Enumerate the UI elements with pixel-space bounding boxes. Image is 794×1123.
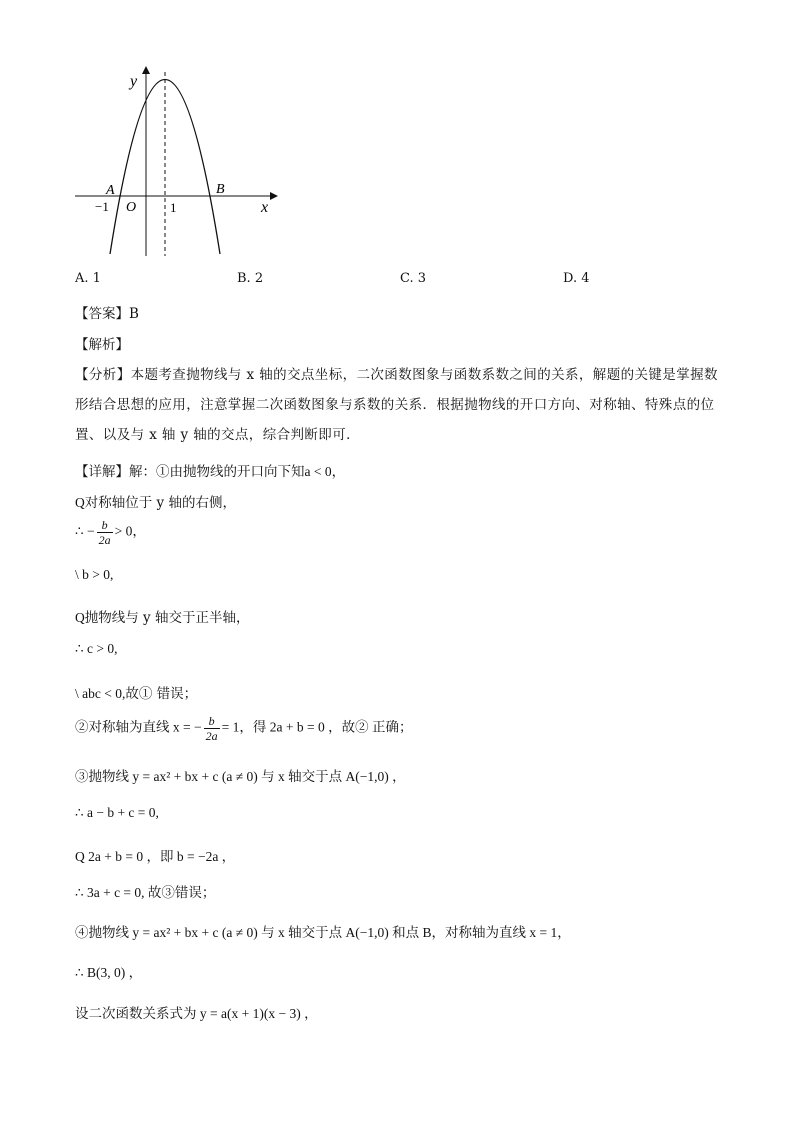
detail-text-3-pre: ∴ − <box>75 523 95 539</box>
point-b-label: B <box>216 182 225 197</box>
y-axis-label: y <box>130 73 138 90</box>
explanation-label: 【解析】 <box>75 337 129 353</box>
fraction-denominator-2: 2a <box>205 729 218 743</box>
detail-line-1 <box>75 460 345 480</box>
origin-label: O <box>126 200 137 215</box>
detail-text-7: 故① 错误； <box>125 686 198 702</box>
analysis-paragraph <box>75 360 725 450</box>
detail-line-14: ∴ B(3, 0) ， <box>75 965 143 980</box>
answer-value: B <box>129 306 139 322</box>
because-symbol: Q <box>75 495 85 510</box>
answer-choices <box>0 271 794 291</box>
detail-line-4: \ b > 0, <box>75 567 114 582</box>
detail-math-1: a < 0， <box>304 464 346 479</box>
detail-line-3 <box>75 518 146 547</box>
detail-line-15: 设二次函数关系式为 y = a(x + 1)(x − 3) ， <box>75 1006 318 1021</box>
point-a-label: A <box>106 183 115 198</box>
one-label: 1 <box>170 200 177 215</box>
answer-label: 【答案】 <box>75 306 129 322</box>
detail-text-3-post: > 0， <box>114 523 146 539</box>
detail-line-10: ∴ a − b + c = 0, <box>75 805 159 820</box>
detail-text-8-pre: ②对称轴为直线 x = − <box>75 719 202 735</box>
detail-text-2: 对称轴位于 y 轴的右侧， <box>84 495 236 511</box>
analysis-label: 【分析】 <box>75 367 131 383</box>
detail-line-7 <box>75 682 197 702</box>
detail-line-2 <box>75 491 236 511</box>
fraction-b-over-2a-2 <box>204 714 220 743</box>
detail-math-7: \ abc < 0, <box>75 686 126 701</box>
fraction-numerator: b <box>97 518 113 533</box>
parabola-graph <box>70 60 290 265</box>
detail-text-8-post: = 1，得 2a + b = 0 ，故② 正确； <box>221 719 413 735</box>
fraction-numerator-2: b <box>204 714 220 729</box>
detail-text-1: 解：①由抛物线的开口向下知 <box>129 464 305 480</box>
detail-line-11: Q 2a + b = 0 ，即 b = −2a ， <box>75 849 236 864</box>
answer-line <box>75 302 139 322</box>
detail-line-5 <box>75 606 249 626</box>
detail-text-5: 抛物线与 y 轴交于正半轴， <box>84 610 250 626</box>
choice-b: B. 2 <box>237 271 264 286</box>
x-axis-label: x <box>261 199 269 216</box>
analysis-text: 本题考查抛物线与 x 轴的交点坐标，二次函数图象与函数系数之间的关系，解题的关键是掌握数形结合思想的应用，注意掌握二次函数图象与系数的关系．根据抛物线的开口方向、对称轴、特殊点的位置、以及与 x 轴 y 轴的交点，综合判断即可． <box>75 367 718 443</box>
minus-one-label: −1 <box>95 199 109 214</box>
detail-line-13: ④抛物线 y = ax² + bx + c (a ≠ 0) 与 x 轴交于点 A(−1,0) 和点 B，对称轴为直线 x = 1， <box>75 925 571 940</box>
detail-line-6: ∴ c > 0, <box>75 641 118 656</box>
detail-line-9: ③抛物线 y = ax² + bx + c (a ≠ 0) 与 x 轴交于点 A(−1,0) ， <box>75 769 406 784</box>
y-axis-arrow <box>142 66 150 74</box>
choice-a: A. 1 <box>75 271 101 286</box>
detail-line-8 <box>75 714 412 743</box>
detail-label: 【详解】 <box>75 464 129 480</box>
choice-d: D. 4 <box>563 271 590 286</box>
fraction-denominator: 2a <box>98 533 111 547</box>
because-symbol-2: Q <box>75 610 85 625</box>
x-axis-arrow <box>270 192 278 200</box>
fraction-b-over-2a <box>97 518 113 547</box>
choice-c: C. 3 <box>400 271 427 286</box>
detail-line-12: ∴ 3a + c = 0, 故③错误； <box>75 885 216 900</box>
